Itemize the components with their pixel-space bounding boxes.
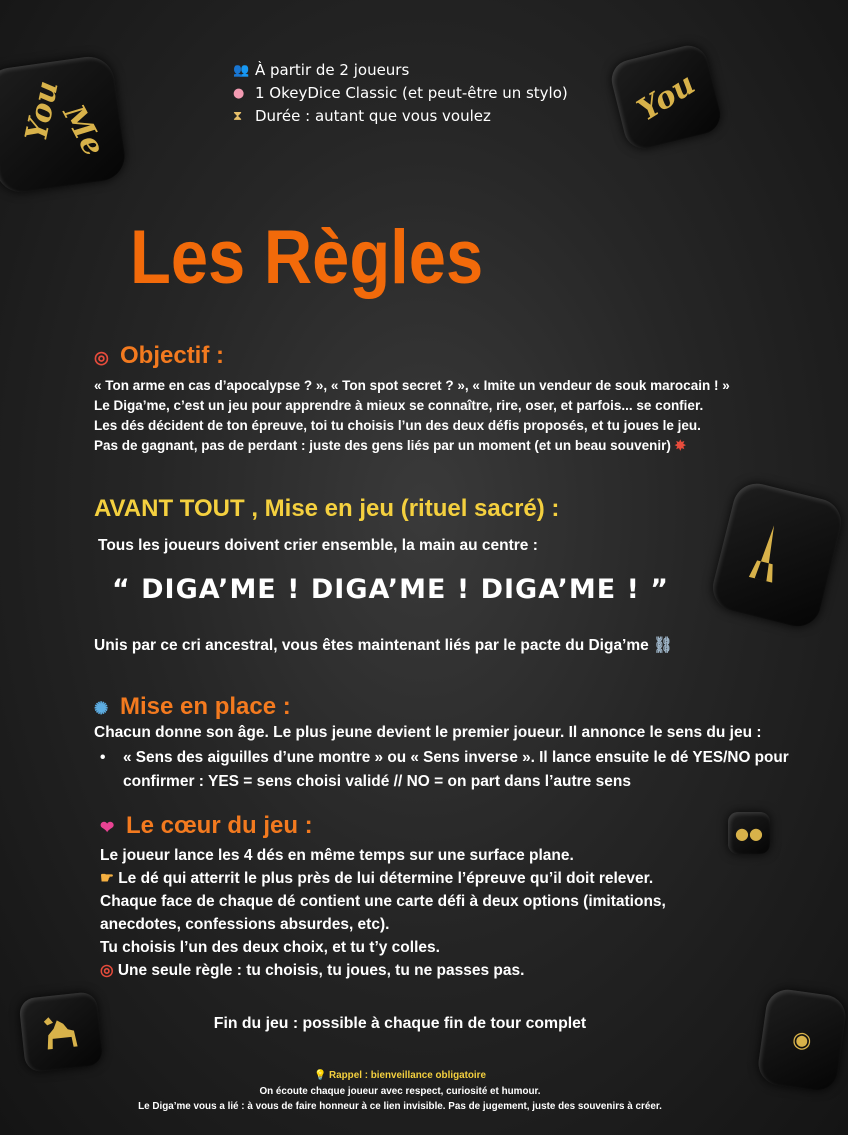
avant-heading: AVANT TOUT , Mise en jeu (rituel sacré) : — [94, 495, 560, 522]
pointing-hand-icon: ☛ — [100, 870, 114, 887]
brain-icon: ● — [233, 85, 245, 101]
avant-outro — [94, 634, 673, 658]
coeur-line-6-text: Une seule règle : tu choisis, tu joues, tu ne passes pas. — [117, 962, 525, 979]
die-top-right — [608, 41, 725, 152]
mise-en-place-bullet-2: confirmer : YES = sens choisi validé // NO = on part dans l’autre sens — [123, 773, 631, 790]
die-face-icon: ●● — [735, 823, 763, 843]
link-icon: ⛓ — [653, 637, 673, 654]
objectif-line-4-text: Pas de gagnant, pas de perdant : juste des gens liés par un moment (et un beau souvenir) — [94, 438, 671, 453]
avant-outro-text: Unis par ce cri ancestral, vous êtes maintenant liés par le pacte du Diga’me — [94, 637, 649, 654]
die-top-left — [0, 54, 128, 196]
objectif-heading — [94, 342, 224, 370]
hearts-icon: ❤ — [100, 818, 115, 837]
coeur-line-4: anecdotes, confessions absurdes, etc). — [100, 916, 390, 933]
objectif-line-1: « Ton arme en cas d’apocalypse ? », « Ton spot secret ? », « Imite un vendeur de souk marocain ! » — [94, 378, 730, 393]
rappel-line-1: On écoute chaque joueur avec respect, curiosité et humour. — [259, 1086, 541, 1097]
die-face-icon-2: ◉ — [790, 1025, 814, 1055]
objectif-line-3: Les dés décident de ton épreuve, toi tu choisis l’un des deux défis proposés, et tu joues le jeu. — [94, 418, 701, 433]
die-me-text: Me — [55, 99, 111, 162]
coeur-line-2 — [100, 867, 653, 891]
info-duration — [233, 107, 491, 125]
objectif-line-2: Le Diga’me, c’est un jeu pour apprendre à mieux se connaître, rire, oser, et parfois... se confier. — [94, 398, 704, 413]
duration-text: Durée : autant que vous voulez — [255, 107, 491, 125]
page-title: Les Règles — [130, 215, 484, 300]
coeur-line-3: Chaque face de chaque dé contient une carte défi à deux options (imitations, — [100, 893, 666, 910]
tower-icon — [741, 519, 794, 587]
rappel-line-2: Le Diga’me vous a lié : à vous de faire honneur à ce lien invisible. Pas de jugement, juste des souvenirs à créer. — [138, 1101, 662, 1112]
coeur-line-2-text: Le dé qui atterrit le plus près de lui détermine l’épreuve qu’il doit relever. — [118, 870, 654, 887]
rappel-title — [5, 1070, 795, 1081]
coeur-line-6 — [100, 959, 524, 983]
hourglass-icon: ⧗ — [233, 108, 243, 124]
mise-en-place-bullet-1: « Sens des aiguilles d’une montre » ou « Sens inverse ». Il lance ensuite le dé YES/NO pour — [123, 749, 789, 766]
avant-intro: Tous les joueurs doivent crier ensemble, la main au centre : — [98, 537, 538, 554]
die-you-text: You — [18, 77, 66, 145]
collision-icon: ✸ — [674, 438, 686, 453]
objectif-heading-text: Objectif : — [120, 342, 225, 369]
mise-en-place-heading — [94, 693, 291, 721]
material-text: 1 OkeyDice Classic (et peut-être un stylo) — [255, 84, 568, 102]
info-players — [233, 61, 409, 79]
die-you-text-2: You — [631, 66, 701, 128]
info-material — [233, 84, 568, 102]
lightbulb-icon: 💡 — [313, 1070, 327, 1081]
coeur-heading-text: Le cœur du jeu : — [126, 812, 313, 839]
mise-en-place-heading-text: Mise en place : — [120, 693, 291, 720]
coeur-line-1: Le joueur lance les 4 dés en même temps sur une surface plane. — [100, 847, 574, 864]
coeur-line-5: Tu choisis l’un des deux choix, et tu t’y colles. — [100, 939, 440, 956]
die-right-middle — [708, 479, 846, 632]
chant-text: “ DIGA’ME ! DIGA’ME ! DIGA’ME ! ” — [112, 574, 670, 605]
die-right-small — [728, 812, 770, 854]
coeur-heading — [100, 812, 313, 840]
rappel-title-text: Rappel : bienveillance obligatoire — [329, 1070, 487, 1081]
objectif-line-4 — [94, 436, 686, 456]
players-text: À partir de 2 joueurs — [255, 61, 410, 79]
bullet-dot: • — [100, 749, 106, 766]
fin-du-jeu: Fin du jeu : possible à chaque fin de tour complet — [213, 1015, 587, 1032]
players-icon: 👥 — [233, 62, 250, 78]
target-icon-2: ◎ — [100, 962, 114, 979]
sparkler-icon: ✺ — [94, 699, 109, 718]
mise-en-place-line-1: Chacun donne son âge. Le plus jeune devient le premier joueur. Il annonce le sens du jeu : — [94, 724, 762, 741]
target-icon: ◎ — [94, 348, 109, 367]
